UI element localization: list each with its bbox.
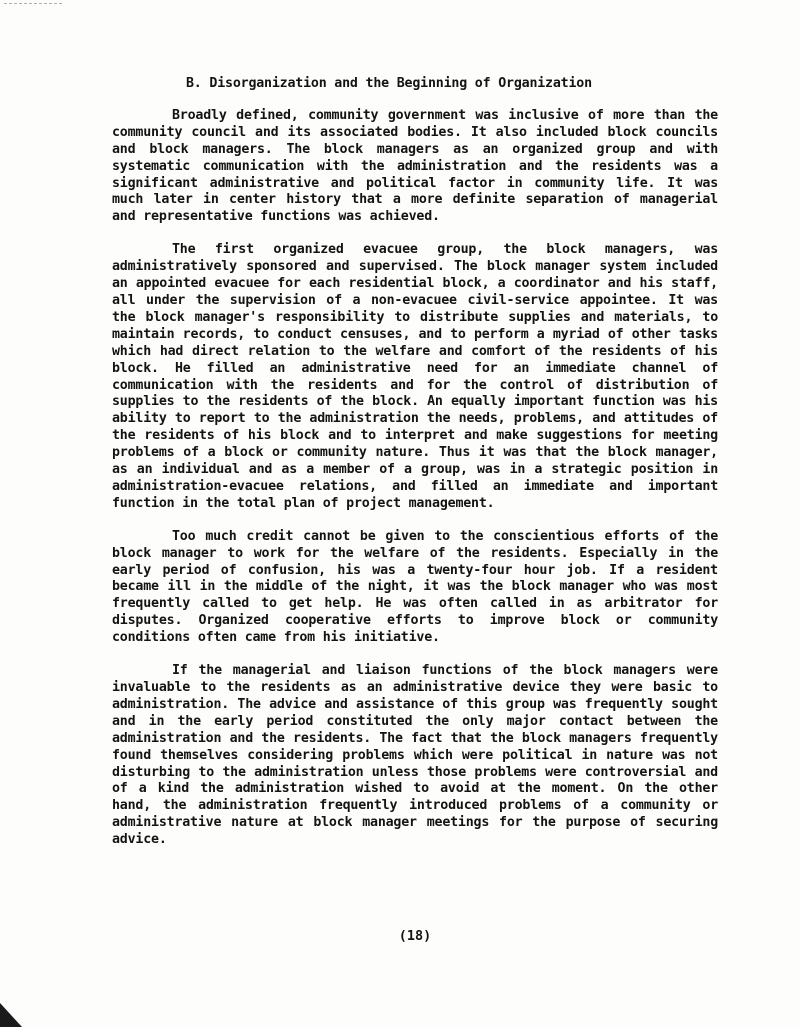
page-number: (18) — [398, 928, 432, 944]
paragraph-community-government: Broadly defined, community government was inclusive of more than the community council and its associated bodies. It also included block councils and block managers. The block managers as an organized group and with systematic communication with the administration and the residents was a significant administrative and political factor in community life. It was much later in center history that a more definite separation of managerial and representative functions was achieved. — [112, 107, 718, 225]
scan-corner-mark — [0, 1003, 22, 1027]
section-heading: B. Disorganization and the Beginning of Organization — [186, 76, 592, 91]
document-body — [112, 76, 718, 865]
paragraph-block-manager-efforts: Too much credit cannot be given to the conscientious efforts of the block manager to work for the welfare of the residents. Especially in the early period of confusion, his was a twenty-four hour job. If a resident became ill in the middle of the night, it was the block manager who was most frequently called to get help. He was often called in as arbitrator for disputes. Organized cooperative efforts to improve block or community conditions often came from his initiative. — [112, 528, 718, 646]
paragraph-liaison-functions: If the managerial and liaison functions of the block managers were invaluable to the residents as an administrative device they were basic to administration. The advice and assistance of this group was frequently sought and in the early period constituted the only major contact between the administration and the residents. The fact that the block managers frequently found themselves considering problems which were political in nature was not disturbing to the administration unless those problems were controversial and of a kind the administration wished to avoid at the moment. On the other hand, the administration frequently introduced problems of a community or administrative nature at block manager meetings for the purpose of securing advice. — [112, 663, 718, 848]
paragraph-block-manager-system: The first organized evacuee group, the block managers, was administratively sponsored and supervised. The block manager system included an appointed evacuee for each residential block, a coordinator and his staff, all under the supervision of a non-evacuee civil-service appointee. It was the block manager's responsibility to distribute supplies and materials, to maintain records, to conduct censuses, and to perform a myriad of other tasks which had direct relation to the welfare and comfort of the residents of his block. He filled an administrative need for an immediate channel of communication with the residents and for the control of distribution of supplies to the residents of the block. An equally important function was his ability to report to the administration the needs, problems, and attitudes of the residents of his block and to interpret and make suggestions for meeting problems of a block or community nature. Thus it was that the block manager, as an individual and as a member of a group, was in a strategic position in administration-evacuee relations, and filled an immediate and important function in the total plan of project management. — [112, 242, 718, 511]
scan-edge-mark — [4, 3, 62, 4]
